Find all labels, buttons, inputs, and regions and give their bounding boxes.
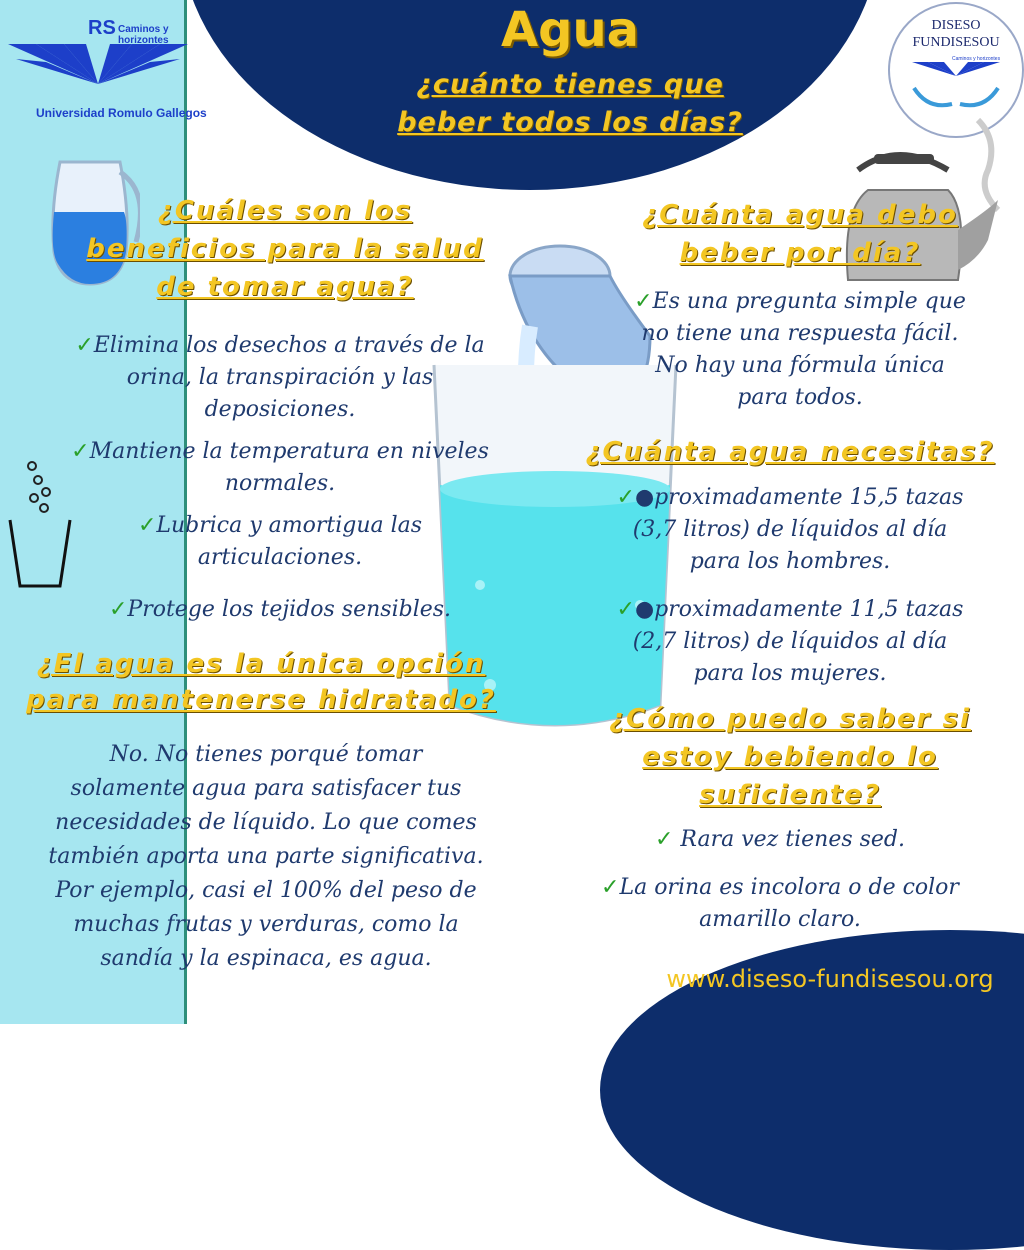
benefit-item <box>30 330 530 426</box>
benefit-text: Protege los tejidos sensibles. <box>127 597 452 622</box>
benefits-heading <box>60 192 510 306</box>
logo-brand-text: Caminos y horizontes <box>118 24 169 46</box>
enough-item <box>560 824 1000 856</box>
check-icon: ✓ <box>71 439 90 464</box>
subtitle-line: ¿cuánto tienes que <box>416 69 724 100</box>
how-much-paragraph <box>590 286 1010 414</box>
enough-text: La orina es incolora o de color <box>619 875 959 900</box>
university-logo <box>6 14 207 124</box>
heading-line: beber por día? <box>679 238 921 268</box>
paragraph-line: No hay una fórmula única <box>655 353 945 378</box>
page-subtitle <box>330 66 810 142</box>
benefit-text: normales. <box>224 471 336 496</box>
paragraph-line: no tiene una respuesta fácil. <box>641 321 959 346</box>
need-text: ●proximadamente 11,5 tazas <box>634 597 964 622</box>
logo-name-line: FUNDISESOU <box>912 35 1000 50</box>
enough-text: Rara vez tienes sed. <box>680 827 906 852</box>
benefit-text: articulaciones. <box>197 545 363 570</box>
check-icon: ✓ <box>634 289 653 314</box>
heading-line: ¿Cómo puedo saber si <box>609 704 971 734</box>
need-item <box>580 594 1000 690</box>
page-title: Agua <box>500 2 640 58</box>
need-text: para los hombres. <box>689 549 891 574</box>
need-text: (2,7 litros) de líquidos al día <box>632 629 948 654</box>
need-heading: ¿Cuánta agua necesitas? <box>585 437 995 467</box>
only-option-heading <box>6 646 516 718</box>
logo-small-text: Caminos y horizontes <box>952 56 1001 62</box>
need-item <box>580 482 1000 578</box>
logo-name-line: DISESO <box>931 18 981 33</box>
need-text: (3,7 litros) de líquidos al día <box>632 517 948 542</box>
heading-line: para mantenerse hidratado? <box>26 685 496 715</box>
paragraph-line: necesidades de líquido. Lo que comes <box>55 810 477 835</box>
heading-line: estoy bebiendo lo <box>642 742 938 772</box>
check-icon: ✓ <box>616 597 635 622</box>
hands-sunburst-icon <box>908 54 1004 116</box>
benefit-text: deposiciones. <box>204 397 356 422</box>
check-icon: ✓ <box>75 333 94 358</box>
check-icon: ✓ <box>616 485 635 510</box>
paragraph-line: sandía y la espinaca, es agua. <box>100 946 432 971</box>
paragraph-line: Por ejemplo, casi el 100% del peso de <box>55 878 477 903</box>
website-link[interactable]: www.diseso-fundisesou.org <box>666 965 994 993</box>
heading-line: beneficios para la salud <box>86 234 484 264</box>
check-icon: ✓ <box>601 875 620 900</box>
heading-line: ¿Cuáles son los <box>157 196 413 226</box>
enough-heading <box>570 700 1010 814</box>
benefit-text: orina, la transpiración y las <box>126 365 434 390</box>
svg-text:RS: RS <box>88 17 116 39</box>
need-text: para los mujeres. <box>693 661 887 686</box>
subtitle-line: beber todos los días? <box>397 107 743 138</box>
heading-line: ¿Cuánta agua debo <box>642 200 958 230</box>
enough-item <box>550 872 1010 936</box>
benefit-item <box>30 510 530 574</box>
need-text: ●proximadamente 15,5 tazas <box>634 485 964 510</box>
logo-university-text: Universidad Romulo Gallegos <box>36 106 207 120</box>
paragraph-line: No. No tienes porqué tomar <box>109 742 423 767</box>
check-icon: ✓ <box>137 513 157 538</box>
paragraph-line: Es una pregunta simple que <box>652 289 966 314</box>
how-much-heading <box>580 196 1020 272</box>
paragraph-line: para todos. <box>737 385 863 410</box>
benefit-text: Lubrica y amortigua las <box>156 513 423 538</box>
heading-line: ¿El agua es la única opción <box>36 649 486 679</box>
only-option-paragraph <box>6 738 526 976</box>
benefit-text: Elimina los desechos a través de la <box>93 333 485 358</box>
paragraph-line: solamente agua para satisfacer tus <box>70 776 462 801</box>
benefit-item <box>30 436 530 500</box>
enough-text: amarillo claro. <box>699 907 861 932</box>
check-icon: ✓ <box>108 597 128 622</box>
benefit-item <box>30 594 530 626</box>
paragraph-line: también aporta una parte significativa. <box>48 844 484 869</box>
check-icon: ✓ <box>654 827 674 852</box>
paragraph-line: muchas frutas y verduras, como la <box>73 912 459 937</box>
benefit-text: Mantiene la temperatura en niveles <box>89 439 489 464</box>
heading-line: de tomar agua? <box>156 272 414 302</box>
heading-line: suficiente? <box>699 780 881 810</box>
